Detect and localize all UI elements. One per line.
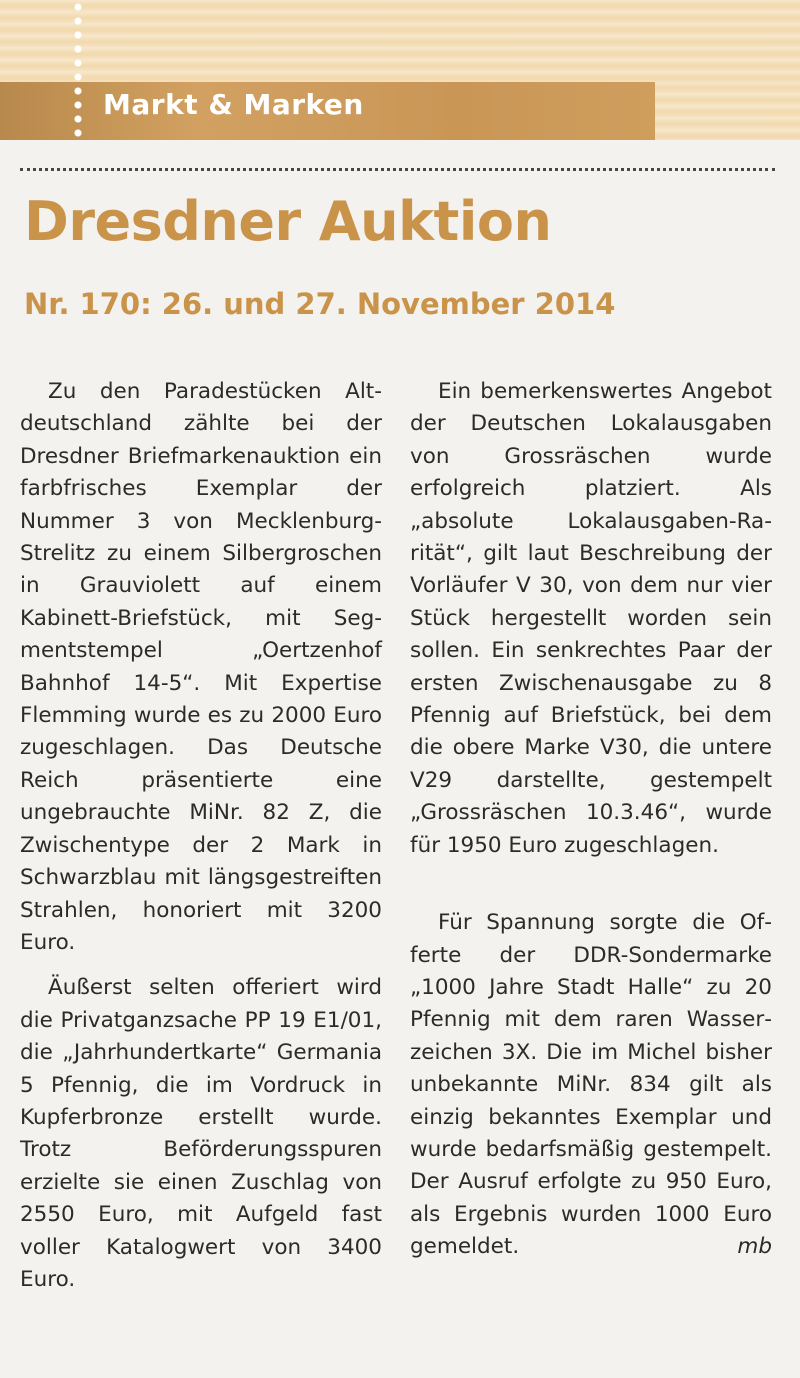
paragraph: Äußerst selten offeriert wird die Privatganzsache PP 19 E1/01, die „Jahrhundertkarte“ Germania 5 Pfennig, die im Vordruck in Kupferbronze erstellt wurde. Trotz Beförderungsspuren erzielte sie einen Zuschlag von 2550 Euro, mit Aufgeld fast voller Katalogwert von 3400 Euro. bbox=[20, 975, 382, 1292]
right-column bbox=[410, 376, 772, 1264]
author-signature: mb bbox=[737, 1234, 772, 1260]
article-subtitle: Nr. 170: 26. und 27. November 2014 bbox=[24, 287, 616, 321]
header-stripe-band-right bbox=[655, 82, 800, 140]
paragraph-text: Für Spannung sorgte die Offerte der DDR-Sondermarke „1000 Jahre Stadt Halle“ zu 20 Pfennig mit dem raren Wasserzeichen 3X. Die im Michel bisher unbekannte MiNr. 834 gilt als einzig bekanntes Exemplar und wurde bedarfsmäßig gestempelt. Der Ausruf erfolgte zu 950 Euro, als Ergebnis wurden 1000 Euro gemeldet. bbox=[410, 910, 772, 1260]
left-column bbox=[20, 376, 382, 1296]
dotted-divider bbox=[20, 168, 775, 171]
header-stripe-band bbox=[0, 0, 800, 82]
paragraph: Zu den Paradestücken Altdeutschland zählte bei der Dresdner Briefmarkenauktion ein farbfrisches Exemplar der Nummer 3 von Mecklenburg-Strelitz zu einem Silbergroschen in Grauviolett auf einem Kabinett-Briefstück, mit Segmentstempel „Oertzenhof Bahnhof 14-5“. Mit Expertise Flemming wurde es zu 2000 Euro zugeschlagen. Das Deutsche Reich präsentierte eine ungebrauchte MiNr. 82 Z, die Zwischentype der 2 Mark in Schwarzblau mit längsgestreiften Strahlen, honoriert mit 3200 Euro. bbox=[20, 379, 382, 955]
article-title: Dresdner Auktion bbox=[24, 190, 552, 253]
paragraph-last bbox=[410, 907, 772, 1263]
dotted-marker bbox=[72, 0, 84, 140]
section-title: Markt & Marken bbox=[103, 88, 364, 121]
paragraph: Ein bemerkenswertes Angebot der Deutschen Lokalausgaben von Grossräschen wurde erfolgreich platziert. Als „absolute Lokalausgaben-Rarität“, gilt laut Beschreibung der Vorläufer V 30, von dem nur vier Stück hergestellt worden sein sollen. Ein senkrechtes Paar der ersten Zwischenausgabe zu 8 Pfennig auf Briefstück, bei dem die obere Marke V30, die untere V29 darstellte, gestempelt „Grossräschen 10.3.46“, wurde für 1950 Euro zugeschlagen. bbox=[410, 379, 772, 858]
